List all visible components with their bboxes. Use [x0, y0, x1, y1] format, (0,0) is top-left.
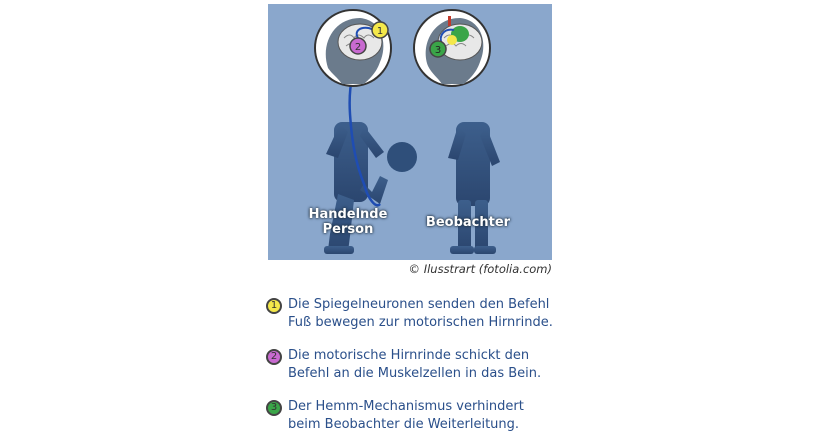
legend-line: Die Spiegelneuronen senden den Befehl	[288, 297, 550, 312]
observer-silhouette	[448, 122, 500, 254]
legend-badge-1: 1	[266, 298, 282, 314]
legend-item-1	[266, 296, 586, 332]
svg-text:3: 3	[434, 45, 442, 56]
legend-text-2	[288, 347, 541, 383]
stop-marker-icon	[448, 16, 451, 26]
legend-text-1	[288, 296, 553, 332]
actor-marker-2	[350, 38, 366, 54]
legend-line: beim Beobachter die Weiterleitung.	[288, 417, 520, 432]
actor-label-line1: Handelnde	[308, 207, 388, 222]
legend-item-3	[266, 398, 586, 434]
legend-line: Die motorische Hirnrinde schickt den	[288, 348, 530, 363]
legend-line: Befehl an die Muskelzellen in das Bein.	[288, 366, 542, 381]
legend-badge-2: 2	[266, 349, 282, 365]
actor-label-line2: Person	[322, 222, 374, 237]
legend-item-2	[266, 347, 586, 383]
legend-line: Der Hemm-Mechanismus verhindert	[288, 399, 524, 414]
observer-head	[414, 10, 490, 86]
legend-line: Fuß bewegen zur motorischen Hirnrinde.	[288, 315, 553, 330]
ball	[387, 142, 417, 172]
legend-badge-3: 3	[266, 400, 282, 416]
observer-marker-3	[430, 41, 446, 57]
svg-text:2: 2	[354, 42, 362, 53]
image-credit: © Ilusstrart (fotolia.com)	[408, 262, 552, 276]
observer-label: Beobachter	[425, 215, 511, 230]
svg-text:1: 1	[376, 26, 384, 37]
actor-label	[298, 207, 398, 237]
actor-marker-1	[372, 22, 388, 38]
brain-illustration	[268, 4, 552, 260]
legend-text-3	[288, 398, 524, 434]
